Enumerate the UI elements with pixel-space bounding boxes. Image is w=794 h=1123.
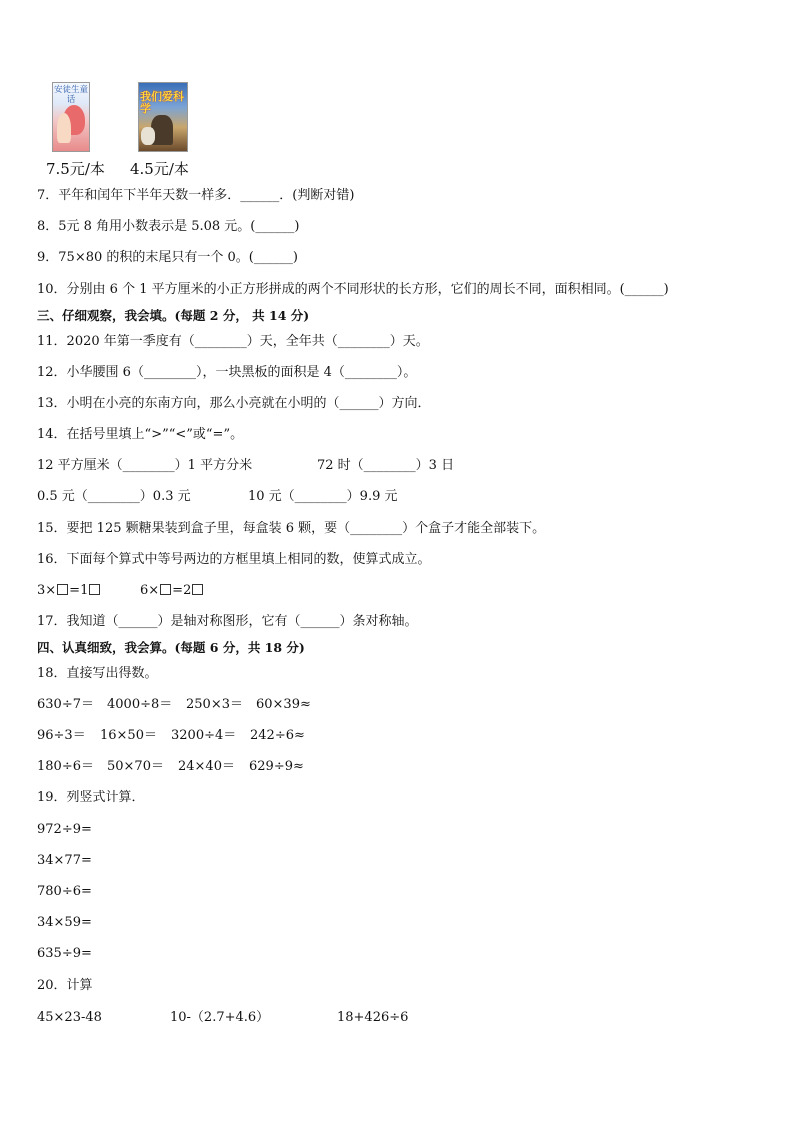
equation-text: 3× bbox=[37, 583, 57, 598]
equation-text: =1 bbox=[69, 583, 89, 598]
question-14-item: 0.5 元（________）0.3 元 bbox=[37, 489, 191, 504]
question-14-item: 12 平方厘米（________）1 平方分米 bbox=[37, 458, 253, 473]
mental-math: 3200÷4＝ bbox=[171, 728, 237, 743]
blank-box bbox=[57, 584, 68, 595]
mental-math: 250×3＝ bbox=[186, 697, 243, 712]
question-16-equation bbox=[140, 582, 204, 600]
mental-math: 629÷9≈ bbox=[249, 759, 304, 774]
mental-math: 96÷3＝ bbox=[37, 728, 86, 743]
book-price: 4.5元/本 bbox=[130, 160, 189, 178]
book-cover-fairy-tales bbox=[52, 82, 90, 152]
question-13: 13．小明在小亮的东南方向，那么小亮就在小明的（______）方向． bbox=[37, 396, 431, 411]
blank-box bbox=[192, 584, 203, 595]
calc-expression: 18+426÷6 bbox=[337, 1010, 409, 1025]
question-14-item: 10 元（________）9.9 元 bbox=[248, 489, 398, 504]
question-18: 18．直接写出得数。 bbox=[37, 666, 158, 681]
question-8: 8．5元 8 角用小数表示是 5.08 元。(______) bbox=[37, 219, 300, 234]
mental-math: 60×39≈ bbox=[256, 697, 311, 712]
vertical-calc: 972÷9= bbox=[37, 822, 92, 837]
equation-text: 6× bbox=[140, 583, 160, 598]
vertical-calc: 635÷9= bbox=[37, 946, 92, 961]
question-9: 9．75×80 的积的末尾只有一个 0。(______) bbox=[37, 250, 298, 265]
vertical-calc: 780÷6= bbox=[37, 884, 92, 899]
question-16-equation bbox=[37, 582, 101, 600]
book-cover-title: 我们爱科学 bbox=[140, 90, 184, 115]
question-11: 11．2020 年第一季度有（________）天，全年共（________）天。 bbox=[37, 334, 429, 349]
book-cover-title: 安徒生童话 bbox=[54, 85, 89, 105]
vertical-calc: 34×59= bbox=[37, 915, 92, 930]
mental-math: 24×40＝ bbox=[178, 759, 235, 774]
question-19: 19．列竖式计算． bbox=[37, 790, 145, 805]
mental-math: 16×50＝ bbox=[100, 728, 157, 743]
question-20: 20．计算 bbox=[37, 978, 93, 993]
question-12: 12．小华腰围 6（________），一块黑板的面积是 4（________）。 bbox=[37, 365, 417, 380]
mental-math: 180÷6＝ bbox=[37, 759, 94, 774]
figure-illustration bbox=[57, 113, 71, 143]
vertical-calc: 34×77= bbox=[37, 853, 92, 868]
question-7: 7．平年和闰年下半年天数一样多．______．(判断对错) bbox=[37, 188, 355, 203]
calc-expression: 45×23-48 bbox=[37, 1010, 102, 1025]
mental-math: 242÷6≈ bbox=[250, 728, 305, 743]
book-cover-science bbox=[138, 82, 188, 152]
question-17: 17．我知道（______）是轴对称图形，它有（______）条对称轴。 bbox=[37, 614, 418, 629]
mental-math: 4000÷8＝ bbox=[107, 697, 173, 712]
question-10: 10．分别由 6 个 1 平方厘米的小正方形拼成的两个不同形状的长方形，它们的周长不同，面积相同。(______) bbox=[37, 282, 669, 297]
book-price: 7.5元/本 bbox=[46, 160, 105, 178]
question-14: 14．在括号里填上“>”“<”或“=”。 bbox=[37, 427, 244, 442]
question-15: 15．要把 125 颗糖果装到盒子里，每盒装 6 颗，要（________）个盒子才能全部装下。 bbox=[37, 521, 546, 536]
mental-math: 630÷7＝ bbox=[37, 697, 94, 712]
question-14-item: 72 时（________）3 日 bbox=[317, 458, 455, 473]
mental-math: 50×70＝ bbox=[107, 759, 164, 774]
blank-box bbox=[160, 584, 171, 595]
dog-illustration bbox=[141, 127, 155, 145]
calc-expression: 10-（2.7+4.6） bbox=[170, 1010, 270, 1025]
equation-text: =2 bbox=[172, 583, 192, 598]
blank-box bbox=[89, 584, 100, 595]
section-4-heading: 四、认真细致，我会算。(每题 6 分，共 18 分) bbox=[37, 640, 305, 655]
question-16: 16．下面每个算式中等号两边的方框里填上相同的数，使算式成立。 bbox=[37, 552, 431, 567]
section-3-heading: 三、仔细观察，我会填。(每题 2 分， 共 14 分) bbox=[37, 308, 310, 323]
